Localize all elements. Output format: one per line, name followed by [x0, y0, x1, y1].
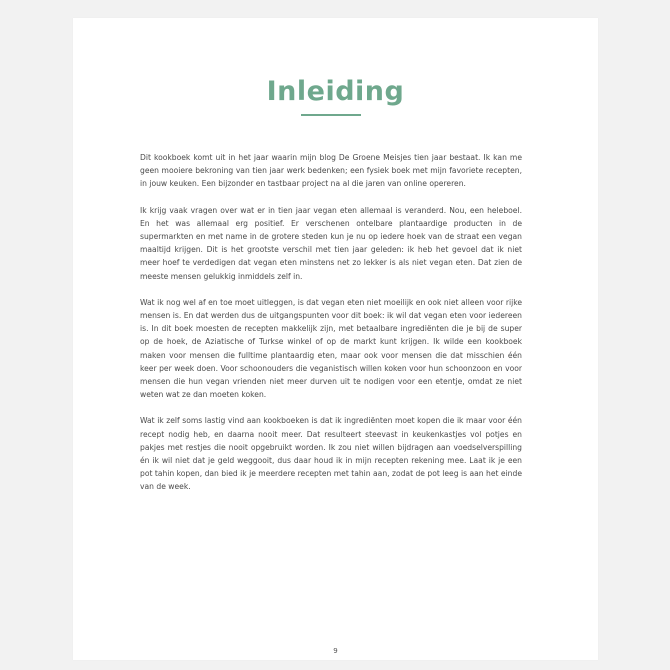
paragraph: Ik krijg vaak vragen over wat er in tien jaar vegan eten allemaal is veranderd. Nou, een heleboel. En het was allemaal erg positief. Er verschenen ontelbare plantaardige producten in de supermarkten en met name in de grotere steden kun je nu op iedere hoek van de straat een vegan maaltijd krijgen. Dit is het grootste verschil met tien jaar geleden: ik heb het gevoel dat ik niet meer hoef te verdedigen dat vegan eten minstens net zo lekker is als niet vegan eten. Dat zien de meeste mensen gelukkig inmiddels zelf in. [140, 205, 522, 281]
body-text [140, 151, 522, 507]
paragraph: Wat ik nog wel af en toe moet uitleggen, is dat vegan eten niet moeilijk en ook niet alleen voor rijke mensen is. En dat werden dus de uitgangspunten voor dit boek: ik wil dat vegan eten voor iedereen is. In dit boek moesten de recepten makkelijk zijn, met betaalbare ingrediënten die je bij de super op de hoek, de Aziatische of Turkse winkel of op de markt kunt krijgen. Ik wilde een kookboek maken voor mensen die fulltime plantaardig eten, maar ook voor mensen die dat misschien één keer per week doen. Voor schoonouders die veganistisch willen koken voor hun schoonzoon en voor mensen die hun vegan vrienden niet meer durven uit te nodigen voor een etentje, omdat ze niet weten wat ze dan moeten koken. [140, 297, 522, 400]
book-page [73, 18, 598, 660]
paragraph: Dit kookboek komt uit in het jaar waarin mijn blog De Groene Meisjes tien jaar bestaat. Ik kan me geen mooiere bekroning van tien jaar werk bedenken; een fysiek boek met mijn favoriete recepten, in jouw keuken. Een bijzonder en tastbaar project na al die jaren van online opereren. [140, 153, 522, 189]
page-number: 9 [333, 647, 338, 655]
paragraph: Wat ik zelf soms lastig vind aan kookboeken is dat ik ingrediënten moet kopen die ik maar voor één recept nodig heb, en daarna nooit meer. Dat resulteert steevast in keukenkastjes vol potjes en pakjes met restjes die nooit opgebruikt worden. Ik zou niet willen bijdragen aan voedselverspilling én ik wil niet dat je geld weggooit, dus daar houd ik in mijn recepten rekening mee. Laat ik je een pot tahin kopen, dan bied ik je meerdere recepten met tahin aan, zodat de pot leeg is aan het einde van de week. [140, 416, 522, 492]
page-title: Inleiding [266, 76, 405, 107]
title-underline [301, 114, 361, 116]
